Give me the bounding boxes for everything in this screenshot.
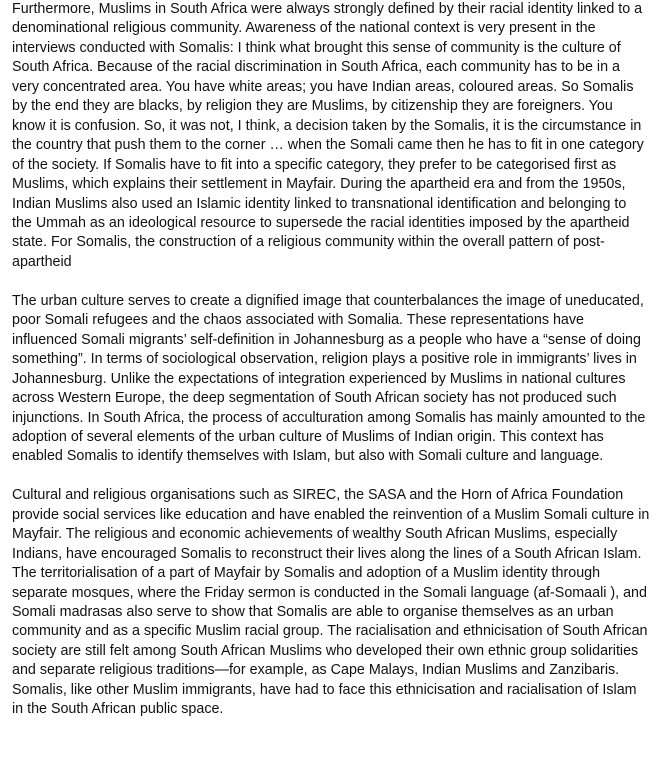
paragraph-1: Furthermore, Muslims in South Africa were always strongly defined by their racial identity linked to a denominational religious community. Awareness of the national context is very present in the interviews conducted with Somalis: I think what brought this sense of community is the culture of South Africa. Because of the racial discrimination in South Africa, each community has to be in a very concentrated area. You have white areas; you have Indian areas, coloured areas. So Somalis by the end they are blacks, by religion they are Muslims, by citizenship they are foreigners. You know it is confusion. So, it was not, I think, a decision taken by the Somalis, it is the circumstance in the country that push them to the corner … when the Somali came then he has to fit in one category of the society. If Somalis have to fit into a specific category, they prefer to be categorised first as Muslims, which explains their settlement in Mayfair. During the apartheid era and from the 1950s, Indian Muslims also used an Islamic identity linked to transnational identification and belonging to the Ummah as an ideological resource to supersede the racial identities imposed by the apartheid state. For Somalis, the construction of a religious community within the overall pattern of post-apartheid — [12, 1, 644, 270]
paragraph-3: Cultural and religious organisations such as SIREC, the SASA and the Horn of Africa Foundation provide social services like education and have enabled the reinvention of a Muslim Somali culture in Mayfair. The religious and economic achievements of wealthy South African Muslims, especially Indians, have encouraged Somalis to reconstruct their lives along the lines of a South African Islam. The territorialisation of a part of Mayfair by Somalis and adoption of a Muslim identity through separate mosques, where the Friday sermon is conducted in the Somali language (af-Somaali ), and Somali madrasas also serve to show that Somalis are able to organise themselves as an urban community and as a specific Muslim racial group. The racialisation and ethnicisation of South African society are still felt among South African Muslims who developed their own ethnic group solidarities and separate religious traditions—for example, as Cape Malays, Indian Muslims and Zanzibaris. Somalis, like other Muslim immigrants, have had to face this ethnicisation and racialisation of Islam in the South African public space. — [12, 487, 650, 718]
document-page — [12, 0, 650, 739]
paragraph-2: The urban culture serves to create a dignified image that counterbalances the image of uneducated, poor Somali refugees and the chaos associated with Somalia. These representations have influenced Somali migrants’ self-definition in Johannesburg as a people who have a “sense of doing something”. In terms of sociological observation, religion plays a positive role in immigrants’ lives in Johannesburg. Unlike the expectations of integration experienced by Muslims in national cultures across Western Europe, the deep segmentation of South African society has not produced such injunctions. In South Africa, the process of acculturation among Somalis has mainly amounted to the adoption of several elements of the urban culture of Muslims of Indian origin. This context has enabled Somalis to identify themselves with Islam, but also with Somali culture and language. — [12, 292, 646, 465]
